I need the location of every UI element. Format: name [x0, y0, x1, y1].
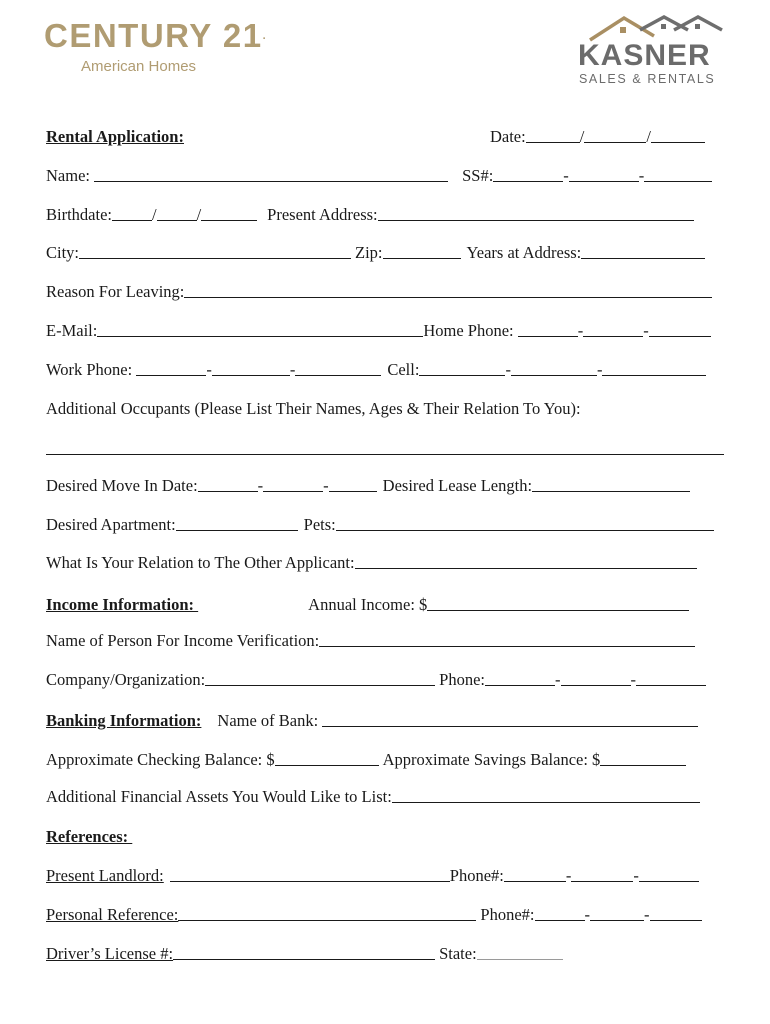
title-row: Rental Application: Date: / / [46, 127, 726, 147]
personal-reference-row: Personal Reference: Phone#: - - [46, 905, 726, 925]
work-phone-label: Work Phone: [46, 360, 137, 379]
reason-for-leaving-field[interactable] [184, 296, 712, 298]
financial-assets-label: Additional Financial Assets You Would Like to List: [46, 787, 392, 806]
home-phone-part3-field[interactable] [649, 335, 711, 337]
landlord-phone-label: Phone#: [449, 866, 504, 885]
landlord-phone-part1-field[interactable] [504, 880, 566, 882]
savings-balance-label: Approximate Savings Balance: $ [382, 750, 601, 769]
kasner-logo [576, 14, 728, 94]
income-verification-field[interactable] [319, 645, 695, 647]
landlord-phone-part3-field[interactable] [639, 880, 699, 882]
move-in-month-field[interactable] [198, 490, 258, 492]
desired-lease-length-label: Desired Lease Length: [382, 476, 533, 495]
home-phone-label: Home Phone: [423, 321, 518, 340]
ss-part1-field[interactable] [493, 180, 563, 182]
desired-move-in-date-label: Desired Move In Date: [46, 476, 198, 495]
name-row: Name: SS#: - - [46, 166, 726, 186]
state-label: State: [439, 944, 477, 963]
additional-occupants-field[interactable] [46, 454, 724, 455]
kasner-roof-icon [576, 14, 728, 74]
apartment-row [46, 515, 726, 535]
present-address-label: Present Address: [267, 205, 378, 224]
ss-label: SS#: [462, 166, 494, 185]
checking-balance-field[interactable] [275, 764, 379, 766]
birthdate-year-field[interactable] [201, 219, 257, 221]
work-phone-part1-field[interactable] [136, 374, 206, 376]
bank-name-label: Name of Bank: [217, 711, 323, 730]
reason-row [46, 282, 726, 302]
birthdate-row: Birthdate: / / Present Address: [46, 205, 726, 225]
move-in-year-field[interactable] [329, 490, 377, 492]
form-title: Rental Application: [46, 127, 184, 146]
company-phone-part1-field[interactable] [485, 684, 555, 686]
cell-part2-field[interactable] [511, 374, 597, 376]
reference-phone-label: Phone#: [480, 905, 535, 924]
company-field[interactable] [205, 684, 435, 686]
city-label: City: [46, 243, 80, 262]
personal-reference-label: Personal Reference: [46, 905, 179, 924]
zip-field[interactable] [383, 257, 461, 259]
state-field[interactable] [477, 958, 563, 960]
city-row [46, 243, 726, 263]
century21-trademark: . [262, 30, 266, 42]
assets-row [46, 787, 726, 807]
century21-logo-text: CENTURY 21 [44, 17, 263, 54]
landlord-row: Present Landlord: Phone#: - - [46, 866, 726, 886]
income-row [46, 595, 726, 615]
reference-phone-part1-field[interactable] [535, 919, 585, 921]
savings-balance-field[interactable] [600, 764, 686, 766]
present-address-field[interactable] [378, 219, 694, 221]
occupants-row [46, 399, 726, 419]
name-field[interactable] [94, 180, 448, 182]
email-row: E-Mail: Home Phone: - - [46, 321, 726, 341]
ss-part3-field[interactable] [644, 180, 712, 182]
company-label: Company/Organization: [46, 670, 206, 689]
desired-apartment-field[interactable] [176, 529, 298, 531]
home-phone-part2-field[interactable] [583, 335, 643, 337]
reference-phone-part3-field[interactable] [650, 919, 702, 921]
balances-row [46, 750, 726, 770]
relation-row [46, 553, 726, 573]
birthdate-day-field[interactable] [157, 219, 197, 221]
city-field[interactable] [79, 257, 351, 259]
personal-reference-field[interactable] [178, 919, 476, 921]
date-day-field[interactable] [584, 141, 646, 143]
work-phone-part2-field[interactable] [212, 374, 290, 376]
pets-field[interactable] [336, 529, 714, 531]
date-month-field[interactable] [526, 141, 580, 143]
drivers-license-label: Driver’s License #: [46, 944, 174, 963]
email-field[interactable] [97, 335, 423, 337]
work-phone-part3-field[interactable] [295, 374, 381, 376]
kasner-logo-text: KASNER [578, 39, 711, 72]
references-row [46, 827, 726, 847]
move-in-row: Desired Move In Date: - - Desired Lease Length: [46, 476, 726, 496]
financial-assets-field[interactable] [392, 801, 700, 803]
cell-part3-field[interactable] [602, 374, 706, 376]
years-at-address-field[interactable] [581, 257, 705, 259]
century21-logo [44, 18, 266, 75]
birthdate-month-field[interactable] [112, 219, 152, 221]
move-in-day-field[interactable] [263, 490, 323, 492]
references-heading: References: [46, 827, 133, 846]
company-phone-part3-field[interactable] [636, 684, 706, 686]
drivers-license-row [46, 944, 726, 964]
date-year-field[interactable] [651, 141, 705, 143]
zip-label: Zip: [355, 243, 383, 262]
name-label: Name: [46, 166, 95, 185]
desired-apartment-label: Desired Apartment: [46, 515, 176, 534]
relation-label: What Is Your Relation to The Other Applicant: [46, 553, 355, 572]
company-phone-part2-field[interactable] [561, 684, 631, 686]
reference-phone-part2-field[interactable] [590, 919, 644, 921]
annual-income-label: Annual Income: $ [308, 595, 428, 614]
century21-logo-subtitle: American Homes [81, 58, 197, 75]
additional-occupants-label: Additional Occupants (Please List Their Names, Ages & Their Relation To You): [46, 399, 581, 418]
drivers-license-field[interactable] [173, 958, 435, 960]
present-landlord-field[interactable] [170, 880, 450, 882]
checking-balance-label: Approximate Checking Balance: $ [46, 750, 275, 769]
income-information-heading: Income Information: [46, 595, 199, 614]
letterhead [0, 0, 770, 100]
annual-income-field[interactable] [427, 609, 689, 611]
bank-name-field[interactable] [322, 725, 698, 727]
pets-label: Pets: [303, 515, 336, 534]
home-phone-part1-field[interactable] [518, 335, 578, 337]
cell-part1-field[interactable] [419, 374, 505, 376]
years-at-address-label: Years at Address: [466, 243, 582, 262]
present-landlord-label: Present Landlord: [46, 866, 164, 885]
company-row: Company/Organization: Phone: - - [46, 670, 726, 690]
desired-lease-length-field[interactable] [532, 490, 690, 492]
banking-row [46, 711, 726, 731]
banking-information-heading: Banking Information: [46, 711, 202, 730]
work-phone-row: Work Phone: - - Cell: - - [46, 360, 726, 380]
relation-field[interactable] [355, 567, 697, 569]
verification-row [46, 631, 726, 651]
ss-part2-field[interactable] [569, 180, 639, 182]
date-label: Date: [489, 127, 526, 146]
cell-label: Cell: [387, 360, 420, 379]
landlord-phone-part2-field[interactable] [571, 880, 633, 882]
birthdate-label: Birthdate: [46, 205, 112, 224]
kasner-logo-subtitle: SALES & RENTALS [579, 72, 716, 86]
company-phone-label: Phone: [439, 670, 486, 689]
income-verification-label: Name of Person For Income Verification: [46, 631, 320, 650]
reason-for-leaving-label: Reason For Leaving: [46, 282, 185, 301]
email-label: E-Mail: [46, 321, 98, 340]
